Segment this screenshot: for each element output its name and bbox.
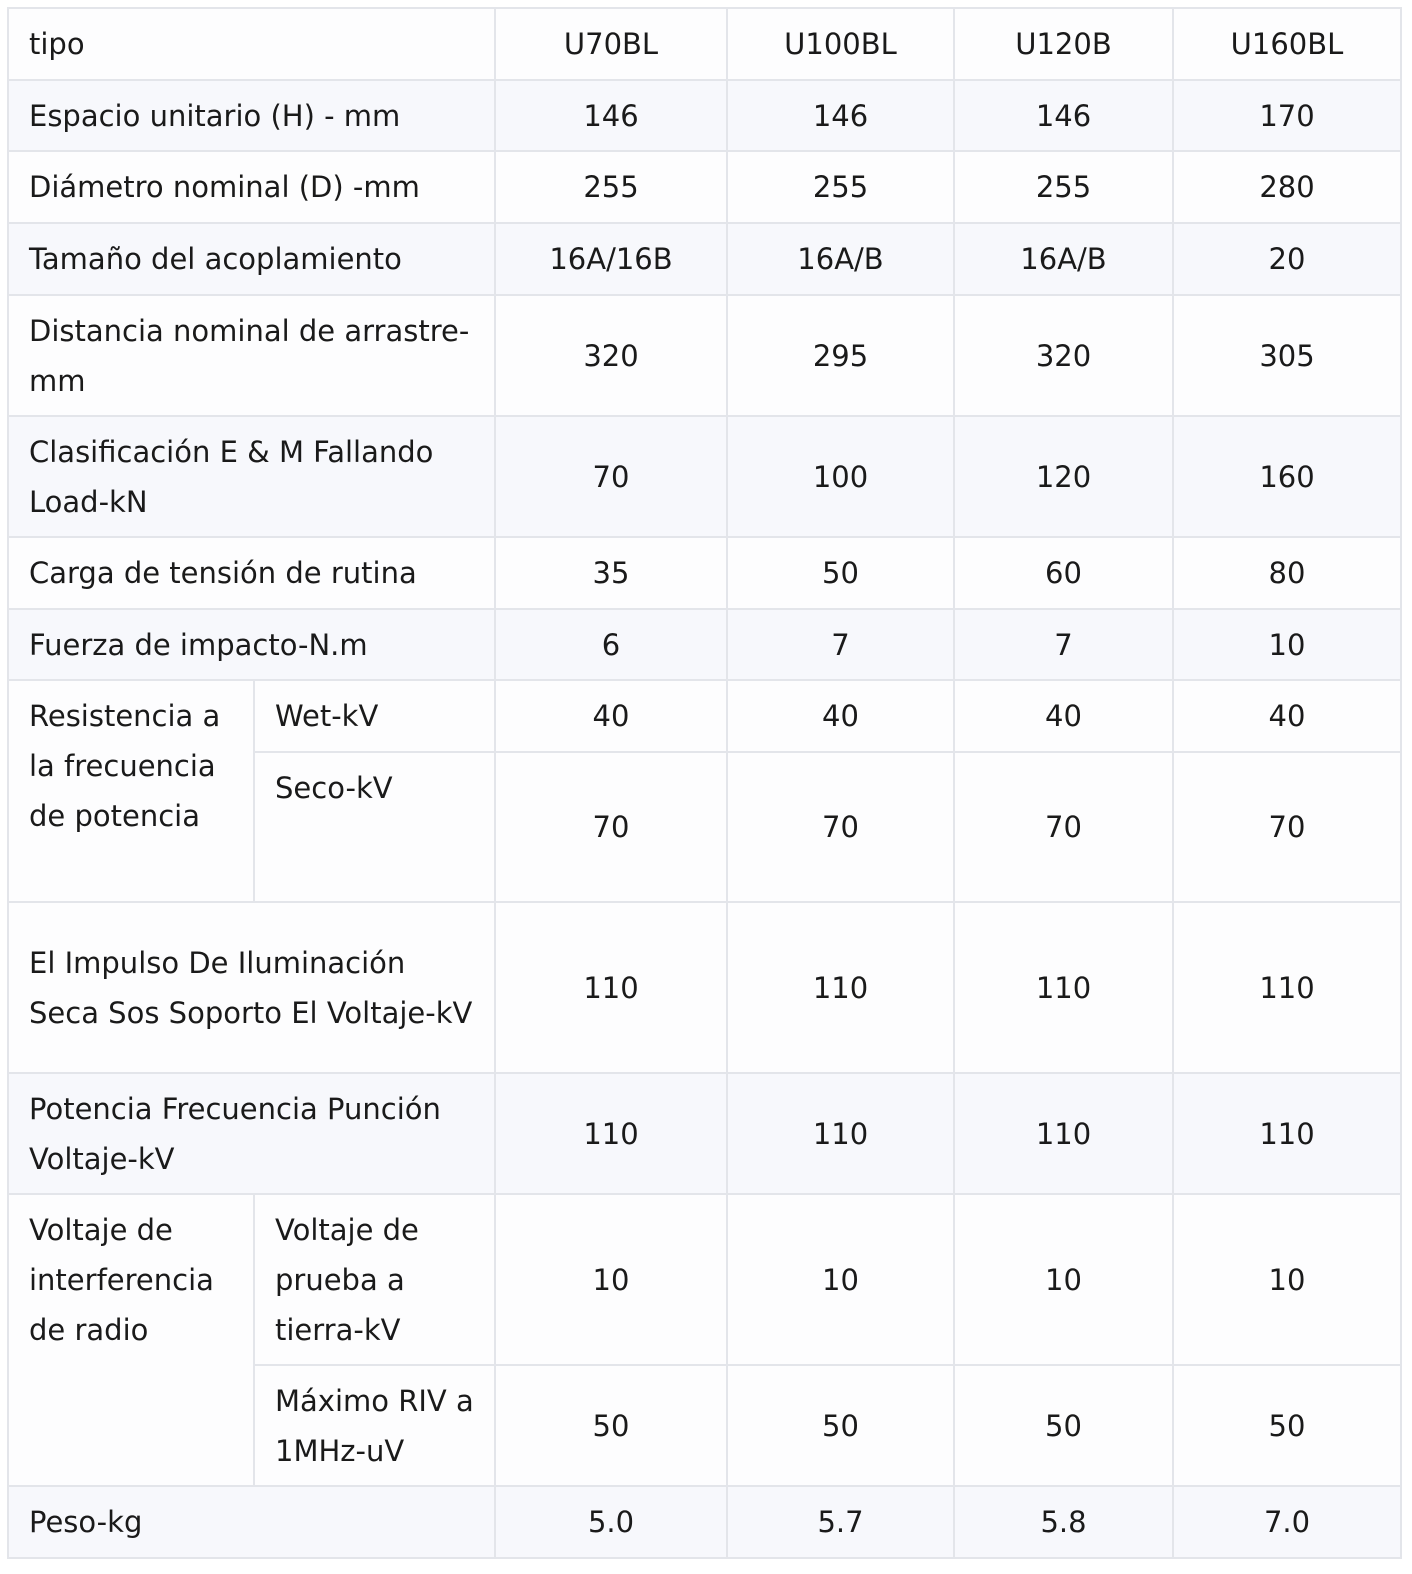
value-cell: 110 (954, 902, 1173, 1073)
table-row (8, 537, 1401, 609)
value-cell: 40 (727, 680, 954, 752)
value-cell: 255 (954, 151, 1173, 223)
value-cell: 16A/B (954, 223, 1173, 295)
header-model-cell: U120B (954, 8, 1173, 80)
header-row (8, 8, 1401, 80)
value-cell: 280 (1173, 151, 1401, 223)
value-cell: 10 (954, 1194, 1173, 1365)
value-cell: 10 (1173, 609, 1401, 680)
value-cell: 146 (954, 80, 1173, 151)
spec-table (7, 7, 1402, 1559)
sub-label: Seco-kV (254, 752, 495, 902)
table-row (8, 223, 1401, 295)
value-cell: 40 (954, 680, 1173, 752)
value-cell: 70 (727, 752, 954, 902)
value-cell: 110 (727, 902, 954, 1073)
value-cell: 320 (954, 295, 1173, 416)
table-row (8, 80, 1401, 151)
group-label: Resistencia a la frecuencia de potencia (8, 680, 254, 902)
value-cell: 16A/B (727, 223, 954, 295)
value-cell: 110 (1173, 902, 1401, 1073)
row-label: Potencia Frecuencia Punción Voltaje-kV (8, 1073, 495, 1194)
value-cell: 10 (495, 1194, 727, 1365)
value-cell: 7 (727, 609, 954, 680)
value-cell: 110 (495, 1073, 727, 1194)
value-cell: 60 (954, 537, 1173, 609)
value-cell: 120 (954, 416, 1173, 537)
row-label: Espacio unitario (H) - mm (8, 80, 495, 151)
value-cell: 70 (954, 752, 1173, 902)
spec-table-container (7, 7, 1402, 1559)
value-cell: 160 (1173, 416, 1401, 537)
value-cell: 50 (727, 1365, 954, 1486)
value-cell: 7.0 (1173, 1486, 1401, 1558)
value-cell: 70 (1173, 752, 1401, 902)
sub-label: Wet-kV (254, 680, 495, 752)
value-cell: 146 (495, 80, 727, 151)
value-cell: 20 (1173, 223, 1401, 295)
value-cell: 6 (495, 609, 727, 680)
row-label: El Impulso De Iluminación Seca Sos Soporto El Voltaje-kV (8, 902, 495, 1073)
value-cell: 100 (727, 416, 954, 537)
value-cell: 110 (954, 1073, 1173, 1194)
value-cell: 5.0 (495, 1486, 727, 1558)
value-cell: 10 (1173, 1194, 1401, 1365)
value-cell: 305 (1173, 295, 1401, 416)
value-cell: 10 (727, 1194, 954, 1365)
group-label: Voltaje de interferencia de radio (8, 1194, 254, 1486)
table-row (8, 902, 1401, 1073)
value-cell: 170 (1173, 80, 1401, 151)
value-cell: 295 (727, 295, 954, 416)
sub-label: Voltaje de prueba a tierra-kV (254, 1194, 495, 1365)
header-model-cell: U70BL (495, 8, 727, 80)
table-row (8, 151, 1401, 223)
row-label: Carga de tensión de rutina (8, 537, 495, 609)
row-label: Diámetro nominal (D) -mm (8, 151, 495, 223)
table-row (8, 416, 1401, 537)
row-label: Distancia nominal de arrastre-mm (8, 295, 495, 416)
value-cell: 35 (495, 537, 727, 609)
value-cell: 255 (495, 151, 727, 223)
value-cell: 70 (495, 416, 727, 537)
row-label: Clasificación E & M Fallando Load-kN (8, 416, 495, 537)
value-cell: 50 (1173, 1365, 1401, 1486)
table-row (8, 1073, 1401, 1194)
value-cell: 110 (1173, 1073, 1401, 1194)
value-cell: 16A/16B (495, 223, 727, 295)
header-model-cell: U100BL (727, 8, 954, 80)
value-cell: 5.8 (954, 1486, 1173, 1558)
value-cell: 110 (727, 1073, 954, 1194)
row-label: Tamaño del acoplamiento (8, 223, 495, 295)
row-label: Peso-kg (8, 1486, 495, 1558)
row-label: Fuerza de impacto-N.m (8, 609, 495, 680)
value-cell: 40 (495, 680, 727, 752)
value-cell: 50 (954, 1365, 1173, 1486)
value-cell: 50 (495, 1365, 727, 1486)
value-cell: 255 (727, 151, 954, 223)
sub-label: Máximo RIV a 1MHz-uV (254, 1365, 495, 1486)
value-cell: 70 (495, 752, 727, 902)
table-row (8, 295, 1401, 416)
table-row (8, 1486, 1401, 1558)
table-row (8, 680, 1401, 752)
table-row (8, 1194, 1401, 1365)
value-cell: 320 (495, 295, 727, 416)
header-model-cell: U160BL (1173, 8, 1401, 80)
value-cell: 7 (954, 609, 1173, 680)
value-cell: 5.7 (727, 1486, 954, 1558)
value-cell: 146 (727, 80, 954, 151)
header-type-cell: tipo (8, 8, 495, 80)
table-row (8, 609, 1401, 680)
value-cell: 110 (495, 902, 727, 1073)
value-cell: 40 (1173, 680, 1401, 752)
value-cell: 50 (727, 537, 954, 609)
value-cell: 80 (1173, 537, 1401, 609)
